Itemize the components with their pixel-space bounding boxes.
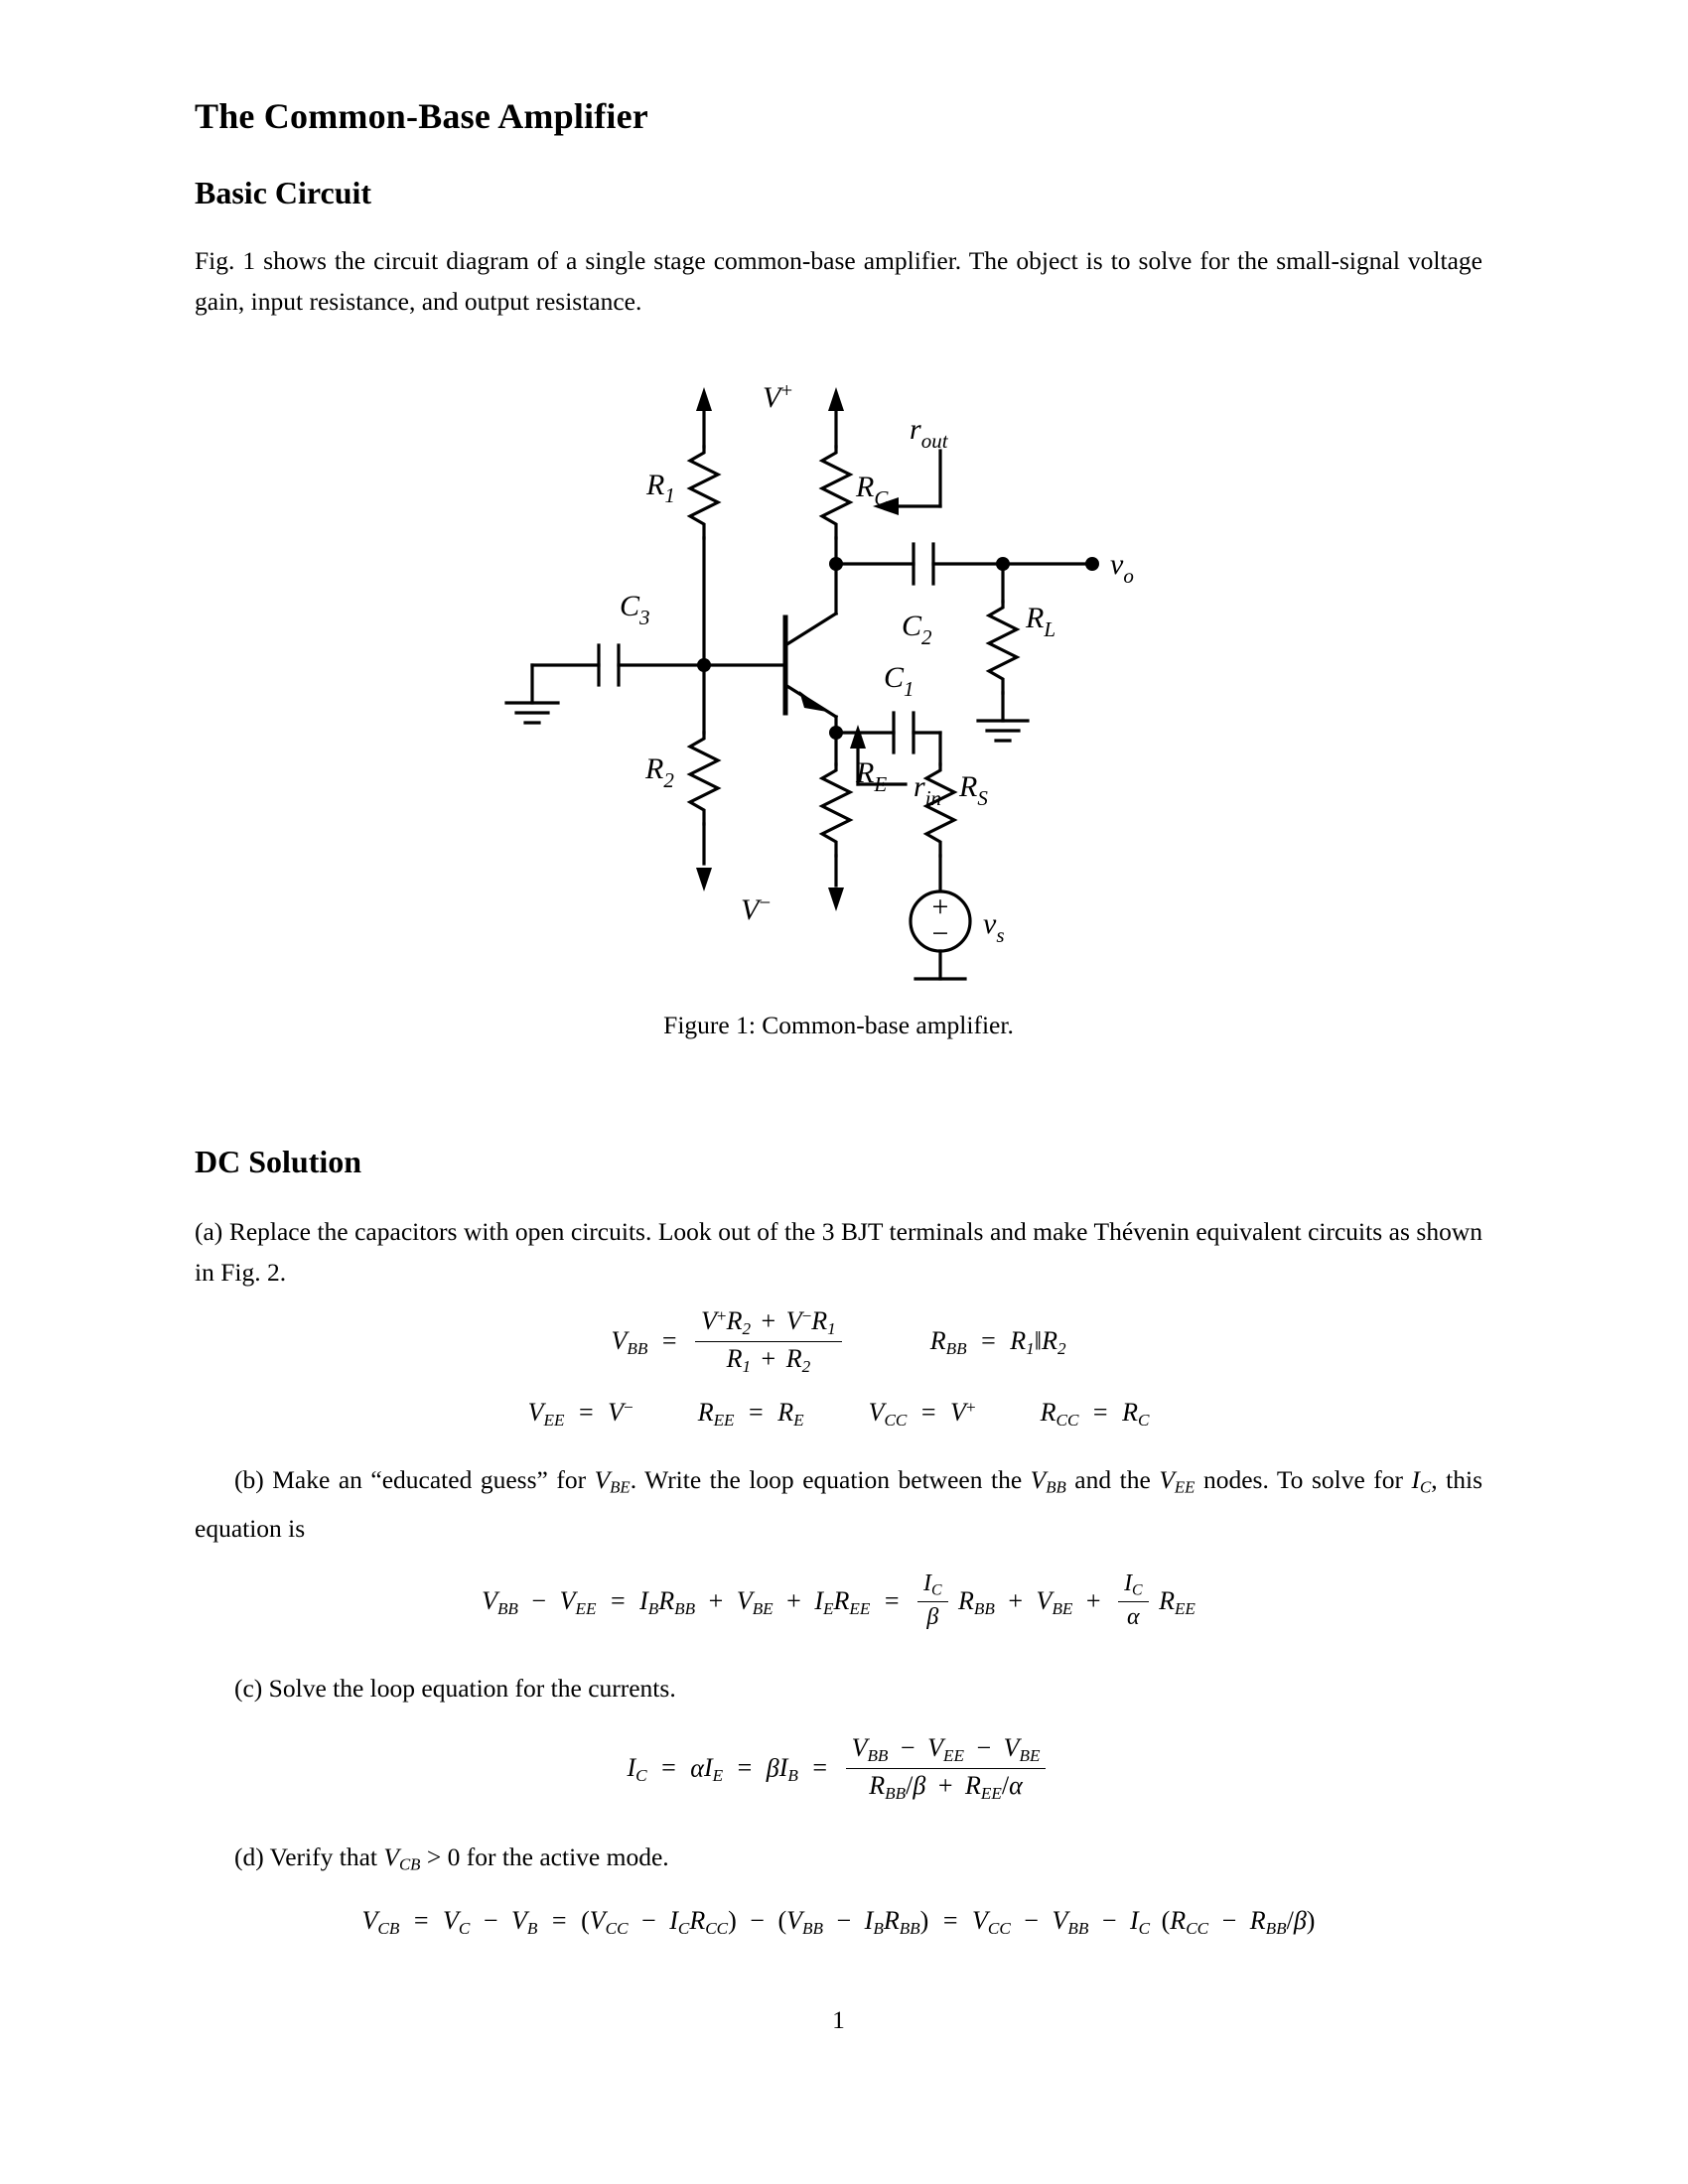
item-b-vee: $V_{EE}$ bbox=[1159, 1465, 1196, 1497]
equation-vcb: $V_{CB} = V_C - V_B = (V_{CC} - I_CR_{CC}) - (V_{BB} - I_BR_{BB}) = V_{CC} - V_{BB} - I_C$ $(R_{CC} - R_{BB}/\beta)$ bbox=[361, 1906, 1316, 1938]
item-b-text-3: and the bbox=[1065, 1465, 1160, 1494]
paragraph-item-a: (a) Replace the capacitors with open circuits. Look out of the 3 BJT terminals and make Thévenin equivalent circuits as shown in Fig. 2. bbox=[195, 1217, 1482, 1287]
resistor-rc bbox=[822, 447, 850, 538]
arrowhead-vminus-re bbox=[828, 887, 844, 911]
fraction-ic-alpha: $\frac{I_C}{\alpha}$ bbox=[1118, 1570, 1148, 1631]
fraction-ic-beta: $\frac{I_C}{\beta}$ bbox=[917, 1570, 947, 1631]
paragraph-item-d bbox=[195, 1837, 1482, 1885]
source-polarity-marks bbox=[932, 890, 949, 950]
item-b-text-1: (b) Make an “educated guess” for bbox=[234, 1465, 595, 1494]
label-v-source: $v_s$ bbox=[983, 907, 1005, 947]
label-rl: $R_L$ bbox=[1026, 602, 1056, 641]
resistor-r1 bbox=[690, 447, 718, 538]
label-c2: $C_2$ bbox=[902, 610, 932, 649]
figure-common-base-amplifier bbox=[393, 347, 1287, 983]
label-r2: $R_2$ bbox=[645, 752, 674, 792]
label-v-plus: V+ bbox=[763, 378, 793, 414]
arrowhead-vplus-left bbox=[696, 387, 712, 411]
label-rs: $R_S$ bbox=[959, 770, 988, 810]
paragraph-item-c bbox=[195, 1668, 1482, 1708]
page-title: The Common-Base Amplifier bbox=[195, 96, 648, 136]
item-b-text-5: , this equation is bbox=[195, 1465, 1482, 1543]
item-d-text-2: > 0 for the active mode. bbox=[420, 1843, 669, 1871]
paragraph-intro: Fig. 1 shows the circuit diagram of a single stage common-base amplifier. The object is to solve for the small-signal voltage gain, input resistance, and output resistance. bbox=[195, 246, 1482, 316]
label-r-in: $r_{in}$ bbox=[914, 770, 942, 810]
equation-loop: $V_{BB} - V_{EE} = I_BR_{BB} + V_{BE} + I_ER_{EE}$ = $\frac{I_C}{\beta}$ $R_{BB} + V_{BE}$ + $\frac{I_C}{\alpha}$ $R_{EE}$ bbox=[482, 1570, 1196, 1631]
item-b-ic: $I_C$ bbox=[1411, 1465, 1432, 1497]
label-re: $R_E$ bbox=[856, 756, 888, 796]
label-v-out: $v_o$ bbox=[1110, 548, 1134, 588]
paragraph-item-b bbox=[195, 1459, 1482, 1549]
label-r-out: $r_{out}$ bbox=[910, 413, 948, 453]
arrowhead-vminus-left bbox=[696, 868, 712, 891]
item-d-vcb: $V_{CB}$ bbox=[383, 1843, 421, 1874]
fraction-vbb: $\frac{V^+R_2 + V^-R_1}{R_1 + R_2}$ bbox=[695, 1306, 842, 1377]
transistor-collector-lead bbox=[785, 614, 836, 645]
arrowhead-rin bbox=[850, 725, 866, 749]
label-r1: $R_1$ bbox=[646, 469, 675, 507]
resistor-rs bbox=[926, 764, 954, 856]
item-b-vbe: $V_{BE}$ bbox=[594, 1465, 631, 1497]
source-plus-sign: + bbox=[931, 890, 949, 923]
resistor-r2 bbox=[690, 733, 718, 824]
label-c1: $C_1$ bbox=[884, 661, 914, 701]
section-heading-dc-solution: DC Solution bbox=[195, 1144, 362, 1179]
item-b-text-4: nodes. To solve for bbox=[1195, 1465, 1412, 1494]
resistor-rl bbox=[989, 602, 1017, 693]
item-b-text-2: . Write the loop equation between the bbox=[630, 1465, 1031, 1494]
fraction-current: $\frac{V_{BB} - V_{EE} - V_{BE}}{R_{BB}/\beta + R_{EE}/\alpha}$ bbox=[846, 1733, 1047, 1804]
item-d-text-1: (d) Verify that bbox=[234, 1843, 384, 1871]
arrowhead-vplus-rc bbox=[828, 387, 844, 411]
item-b-vbb: $V_{BB}$ bbox=[1030, 1465, 1066, 1497]
label-rc: $R_C$ bbox=[856, 471, 889, 510]
equation-currents: $I_C = \alpha I_E = \beta I_B$ = $\frac{V_{BB} - V_{EE} - V_{BE}}{R_{BB}/\beta + R_{EE}/\alpha}$ bbox=[195, 1735, 1482, 1806]
resistor-re bbox=[822, 764, 850, 856]
circuit-diagram-svg bbox=[393, 347, 1287, 983]
source-minus-sign: − bbox=[931, 917, 949, 950]
figure-caption: Figure 1: Common-base amplifier. bbox=[663, 1011, 1014, 1039]
label-c3: $C_3$ bbox=[620, 590, 650, 629]
label-v-minus: V− bbox=[741, 890, 772, 926]
equation-thevenin-values: $V_{EE} = V^-$ $R_{EE} = R_E$ $V_{CC} = V^+$ $R_{CC} = R_C$ bbox=[527, 1398, 1150, 1431]
equation-vbb-rbb: $V_{BB}$ = $\frac{V^+R_2 + V^-R_1}{R_1 + R_2}$ $R_{BB}$ = $R_1‖R_2$ bbox=[611, 1306, 1066, 1376]
terminal-dot-vo bbox=[1085, 557, 1099, 571]
section-heading-basic-circuit: Basic Circuit bbox=[195, 175, 372, 210]
page-number: 1 bbox=[832, 2005, 845, 2034]
item-c-text: (c) Solve the loop equation for the currents. bbox=[234, 1674, 676, 1703]
